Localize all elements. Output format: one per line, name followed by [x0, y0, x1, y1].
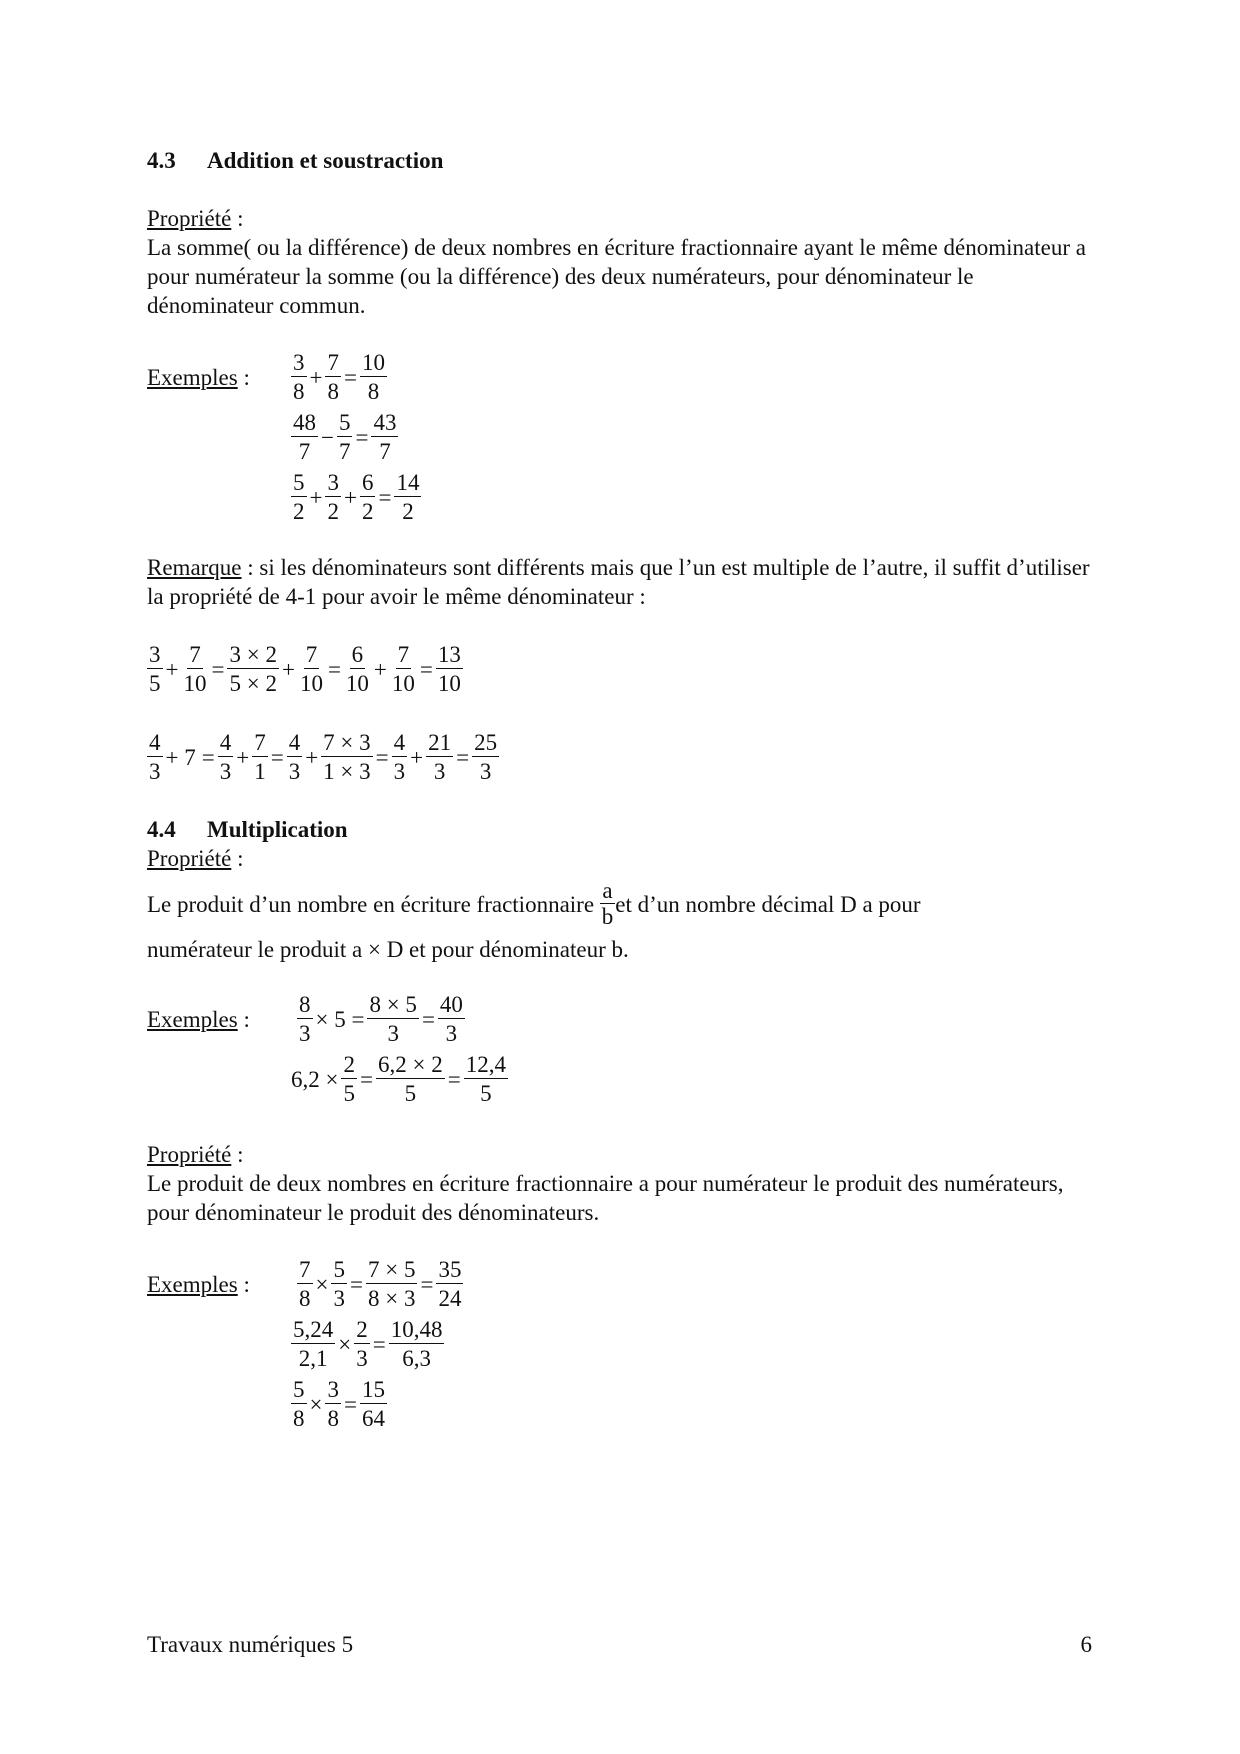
example-subtraction — [291, 410, 398, 464]
denominator: 8 — [367, 379, 380, 404]
property-label-colon: : — [231, 1142, 244, 1167]
examples-label-multiplication-2 — [147, 1272, 250, 1298]
example-multiplication-3 — [291, 1377, 387, 1431]
fraction — [218, 730, 234, 784]
numerator: 7 — [397, 642, 410, 667]
numerator: 6 — [351, 642, 364, 667]
fraction — [297, 992, 313, 1046]
numerator: 7 — [299, 1257, 311, 1282]
denominator: 7 — [379, 439, 391, 464]
operator: + — [410, 744, 424, 770]
denominator: b — [601, 904, 614, 929]
fraction — [360, 350, 387, 404]
remark-label: Remarque — [147, 555, 242, 580]
numerator: 2 — [356, 1317, 368, 1342]
numerator: 21 — [428, 730, 452, 755]
operator: × — [309, 1391, 323, 1417]
denominator: 10 — [299, 671, 323, 696]
fraction — [227, 642, 278, 696]
examples-label-addition — [147, 365, 250, 391]
equals: = — [201, 744, 215, 770]
examples-colon: : — [237, 1272, 250, 1297]
numerator: 4 — [219, 730, 232, 755]
numerator: 3 × 2 — [229, 642, 277, 667]
fraction — [291, 410, 318, 464]
fraction — [252, 730, 268, 784]
fraction — [325, 1377, 341, 1431]
denominator: 8 × 3 — [367, 1286, 416, 1311]
fraction — [291, 1377, 307, 1431]
examples-colon: : — [237, 365, 250, 390]
numerator: 3 — [293, 350, 305, 375]
property-label-colon: : — [231, 846, 244, 871]
equals: = — [447, 1066, 461, 1092]
numerator: 3 — [149, 642, 161, 667]
property-label-colon: : — [231, 206, 244, 231]
fraction — [426, 730, 453, 784]
fraction — [344, 642, 371, 696]
denominator: 6,3 — [402, 1346, 431, 1371]
numerator: 43 — [373, 410, 397, 435]
operator: + — [309, 484, 323, 510]
numerator: 8 — [299, 992, 311, 1017]
denominator: 5 — [480, 1081, 492, 1106]
denominator: 3 — [393, 759, 406, 784]
operator: + 7 — [165, 744, 196, 770]
property-label: Propriété — [147, 846, 232, 871]
fraction — [331, 1257, 347, 1311]
denominator: 3 — [433, 759, 446, 784]
denominator: 8 — [293, 379, 305, 404]
denominator: 64 — [361, 1406, 385, 1431]
numerator: 3 — [327, 1377, 339, 1402]
denominator: 3 — [479, 759, 492, 784]
fraction — [354, 1317, 370, 1371]
denominator: 8 — [327, 379, 339, 404]
fraction — [181, 642, 208, 696]
equals: = — [378, 484, 392, 510]
property-block-addition — [147, 204, 1092, 320]
example-addition-3 — [291, 470, 421, 524]
numerator: 25 — [474, 730, 498, 755]
fraction — [371, 410, 398, 464]
equals: = — [343, 1391, 357, 1417]
denominator: 3 — [288, 759, 301, 784]
examples-colon: : — [237, 1007, 250, 1032]
equals: = — [349, 1271, 363, 1297]
numerator: 12,4 — [465, 1052, 506, 1077]
section-title: Multiplication — [207, 817, 348, 842]
fraction — [438, 992, 465, 1046]
numerator: 35 — [438, 1257, 462, 1282]
numerator: a — [602, 878, 613, 903]
property-text-line-1 — [147, 880, 921, 928]
fraction — [298, 642, 325, 696]
denominator: 10 — [183, 671, 207, 696]
operator: × — [315, 1271, 329, 1297]
page-number: 6 — [1080, 1632, 1092, 1657]
operator: + — [373, 656, 387, 682]
examples-label: Exemples — [147, 1272, 238, 1297]
property-label-multiplication-1 — [147, 846, 243, 872]
numerator: 7 — [305, 642, 318, 667]
fraction — [390, 642, 417, 696]
fraction — [147, 730, 163, 784]
denominator: 3 — [333, 1286, 345, 1311]
fraction — [376, 1052, 445, 1106]
denominator: 7 — [338, 439, 351, 464]
denominator: 8 — [299, 1286, 311, 1311]
numerator: 7 × 5 — [367, 1257, 416, 1282]
numerator: 7 — [189, 642, 201, 667]
fraction — [464, 1052, 508, 1106]
fraction — [367, 992, 418, 1046]
property-label: Propriété — [147, 206, 232, 231]
operator: × 5 = — [315, 1006, 365, 1032]
numerator: 2 — [343, 1052, 355, 1077]
example-multiplication-decimal-2 — [291, 1052, 508, 1106]
numerator: 5 — [293, 1377, 305, 1402]
numerator: 14 — [396, 470, 420, 495]
operator: − — [321, 424, 334, 450]
fraction — [436, 1257, 463, 1311]
denominator: 5 × 2 — [229, 671, 277, 696]
fraction — [394, 470, 421, 524]
section-heading-4-4 — [147, 817, 348, 843]
operator: + — [165, 656, 179, 682]
numerator: 4 — [393, 730, 406, 755]
property-text: et d’un nombre décimal D a pour — [615, 891, 921, 917]
denominator: 10 — [437, 671, 461, 696]
examples-label-multiplication-1 — [147, 1007, 250, 1033]
numerator: 5 — [338, 410, 351, 435]
fraction — [360, 470, 376, 524]
numerator: 3 — [327, 470, 339, 495]
property-label: Propriété — [147, 1142, 232, 1167]
denominator: 3 — [219, 759, 232, 784]
operator: + — [281, 656, 295, 682]
numerator: 5,24 — [293, 1317, 334, 1342]
denominator: 10 — [391, 671, 415, 696]
numerator: 4 — [149, 730, 161, 755]
numerator: 10 — [361, 350, 385, 375]
operator: + — [236, 744, 250, 770]
example-multiplication-2 — [291, 1317, 444, 1371]
denominator: 1 — [254, 759, 266, 784]
equals: = — [211, 656, 225, 682]
equals: = — [420, 1271, 434, 1297]
denominator: 3 — [149, 759, 161, 784]
numerator: 13 — [437, 642, 461, 667]
denominator: 24 — [438, 1286, 462, 1311]
numerator: 7 — [327, 350, 339, 375]
fraction — [366, 1257, 417, 1311]
numerator: 15 — [361, 1377, 385, 1402]
denominator: 5 — [149, 671, 161, 696]
operator: 6,2 × — [291, 1066, 339, 1092]
equals: = — [270, 744, 284, 770]
denominator: 3 — [387, 1021, 399, 1046]
property-text: La somme( ou la différence) de deux nombres en écriture fractionnaire ayant le même dénominateur a pour numérateur la somme (ou la différence) des deux numérateurs, pour dénominateur le dénominateur commun. — [147, 235, 1086, 318]
property-block-multiplication-2 — [147, 1140, 1092, 1227]
equals: = — [355, 424, 369, 450]
numerator: 4 — [288, 730, 301, 755]
fraction — [287, 730, 303, 784]
examples-label: Exemples — [147, 365, 238, 390]
equals: = — [421, 1006, 435, 1032]
denominator: 3 — [299, 1021, 311, 1046]
denominator: 2,1 — [298, 1346, 328, 1371]
equals: = — [343, 364, 357, 390]
document-page — [147, 0, 1092, 1754]
numerator: 5 — [333, 1257, 345, 1282]
fraction — [341, 1052, 357, 1106]
fraction — [389, 1317, 445, 1371]
numerator: 8 × 5 — [369, 992, 417, 1017]
fraction — [147, 642, 163, 696]
section-title: Addition et soustraction — [207, 148, 444, 173]
property-text: Le produit de deux nombres en écriture fractionnaire a pour numérateur le produit des numérateurs, pour dénominateur le produit des dénominateurs. — [147, 1171, 1064, 1225]
denominator: 8 — [293, 1406, 305, 1431]
denominator: 2 — [327, 499, 339, 524]
fraction — [297, 1257, 313, 1311]
section-number: 4.4 — [147, 817, 176, 842]
property-text-line-2: numérateur le produit a × D et pour dénominateur b. — [147, 937, 629, 962]
operator: × — [338, 1331, 352, 1357]
numerator: 40 — [439, 992, 463, 1017]
section-number: 4.3 — [147, 148, 176, 173]
operator: + — [343, 484, 357, 510]
fraction — [360, 1377, 387, 1431]
denominator: 1 × 3 — [323, 759, 371, 784]
example-multiplication-1 — [297, 1257, 463, 1311]
denominator: 2 — [361, 499, 374, 524]
numerator: 48 — [293, 410, 316, 435]
denominator: 5 — [343, 1081, 355, 1106]
fraction — [291, 350, 307, 404]
fraction — [392, 730, 408, 784]
fraction — [321, 730, 372, 784]
example-addition-1 — [291, 350, 387, 404]
equals: = — [359, 1066, 373, 1092]
numerator: 5 — [293, 470, 305, 495]
equals: = — [419, 656, 433, 682]
operator: + — [305, 744, 319, 770]
example-multiplication-decimal-1 — [297, 992, 465, 1046]
numerator: 10,48 — [390, 1317, 443, 1342]
fraction — [472, 730, 499, 784]
remark-text: : si les dénominateurs sont différents mais que l’un est multiple de l’autre, il suffit d’utiliser la propriété de 4-1 pour avoir le même dénominateur : — [147, 555, 1090, 609]
numerator: 6 — [361, 470, 374, 495]
property-text: Le produit d’un nombre en écriture fractionnaire — [147, 891, 600, 917]
fraction — [325, 470, 341, 524]
numerator: 7 × 3 — [323, 730, 371, 755]
examples-label: Exemples — [147, 1007, 238, 1032]
fraction — [337, 410, 353, 464]
denominator: 3 — [445, 1021, 458, 1046]
numerator: 7 — [254, 730, 266, 755]
denominator: 7 — [298, 439, 311, 464]
numerator: 6,2 × 2 — [377, 1052, 443, 1077]
fraction — [436, 642, 463, 696]
denominator: 2 — [402, 499, 414, 524]
remark-block — [147, 553, 1092, 611]
fraction — [325, 350, 341, 404]
fraction — [291, 1317, 335, 1371]
equals: = — [456, 744, 470, 770]
denominator: 10 — [345, 671, 369, 696]
section-heading-4-3 — [147, 148, 443, 174]
denominator: 2 — [293, 499, 305, 524]
equals: = — [327, 656, 341, 682]
denominator: 5 — [404, 1081, 417, 1106]
denominator: 3 — [356, 1346, 368, 1371]
remark-equation-1 — [147, 642, 463, 696]
fraction — [291, 470, 307, 524]
equals: = — [375, 744, 389, 770]
denominator: 8 — [327, 1406, 339, 1431]
footer-title: Travaux numériques 5 — [147, 1632, 354, 1657]
equals: = — [372, 1331, 386, 1357]
fraction-a-over-b — [600, 880, 616, 928]
remark-equation-2 — [147, 730, 499, 784]
operator: + — [309, 364, 323, 390]
